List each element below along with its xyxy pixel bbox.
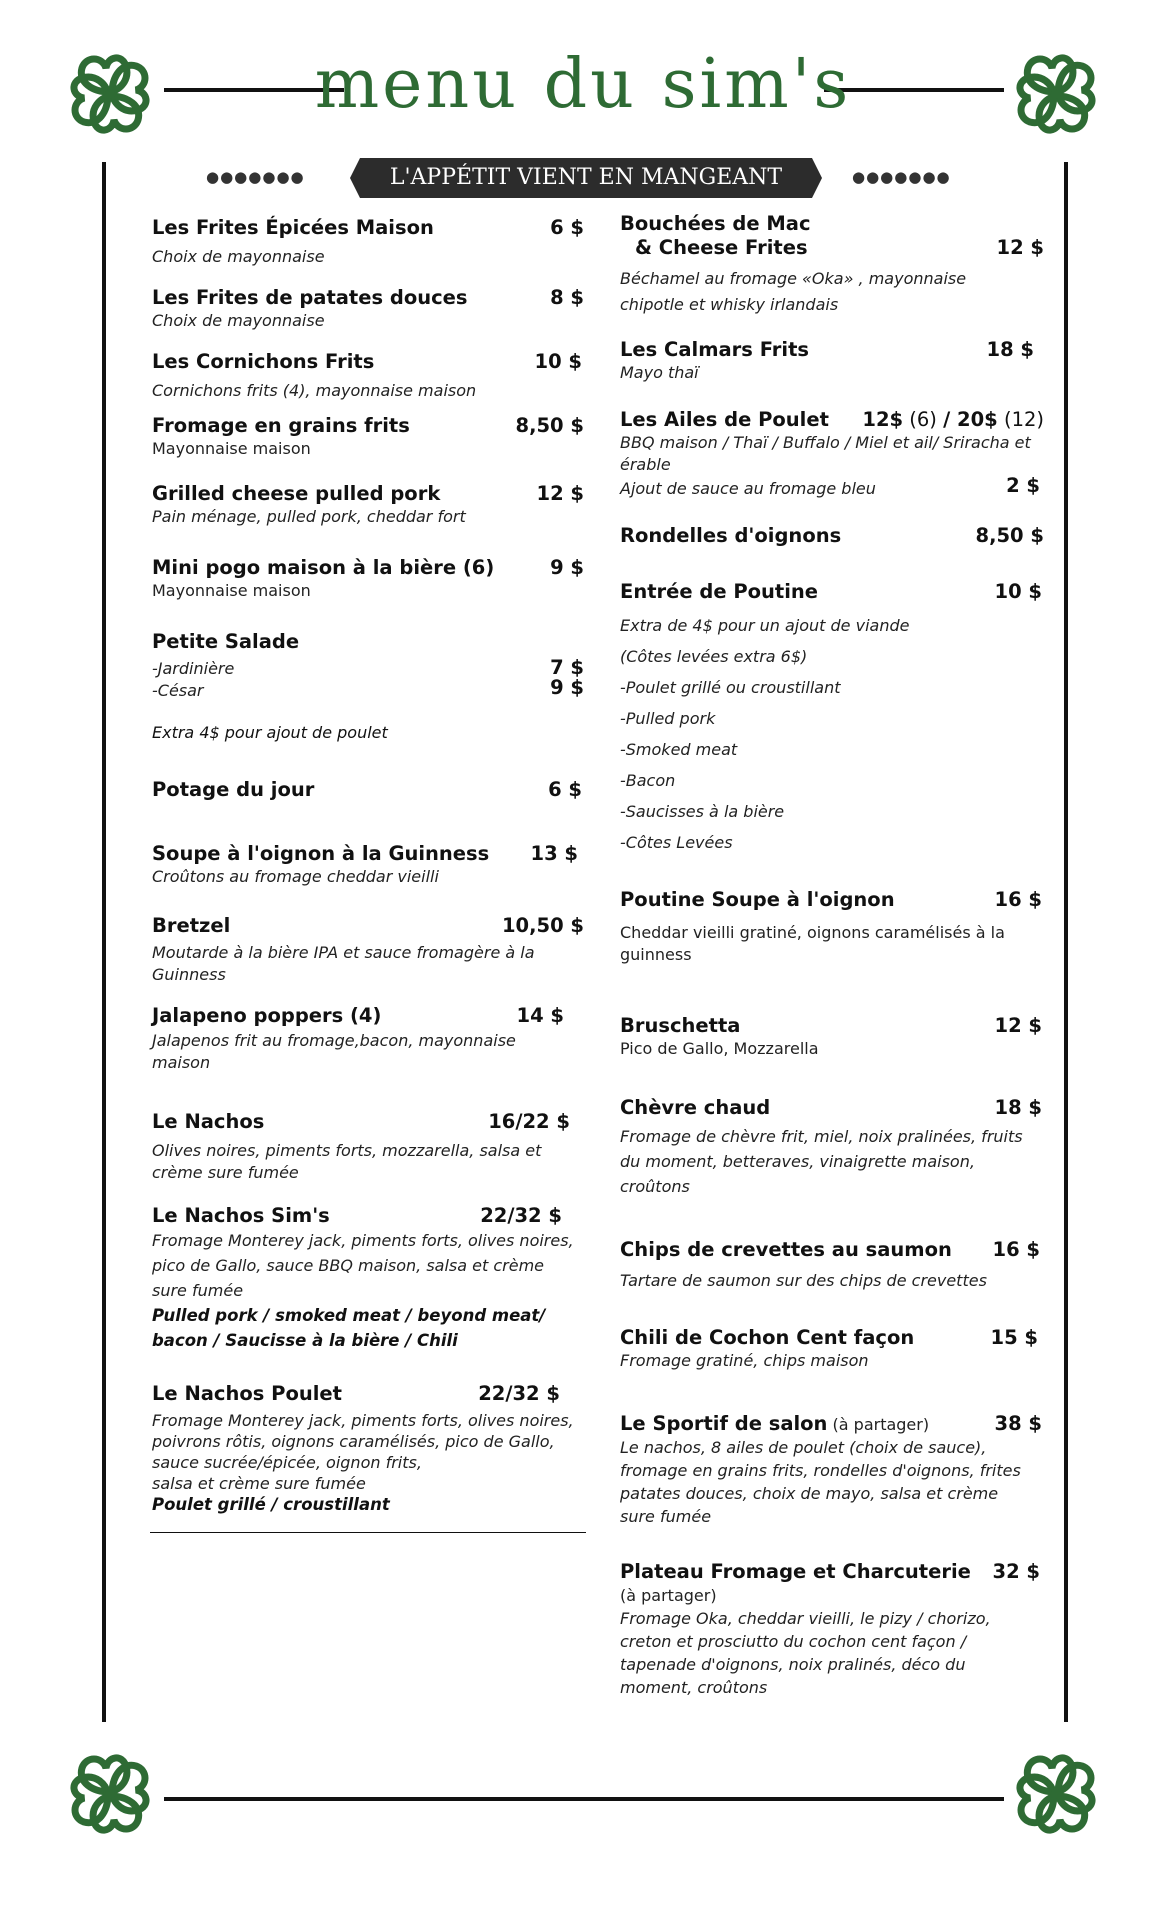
menu-item [620, 408, 1044, 500]
price-slash: / [943, 408, 958, 431]
item-desc: Fromage Monterey jack, piments forts, olives noires, [152, 1231, 574, 1250]
poutine-option: Extra de 4$ pour un ajout de viande [620, 616, 910, 635]
menu-item [152, 286, 584, 332]
menu-item [152, 630, 584, 744]
item-price: 13 $ [530, 842, 578, 865]
item-desc: sure fumée [620, 1507, 712, 1526]
item-desc: sure fumée [152, 1281, 244, 1300]
menu-item [620, 524, 1044, 548]
item-name: Les Cornichons Frits [152, 350, 375, 373]
item-name: Mini pogo maison à la bière (6) [152, 556, 495, 579]
item-desc: Olives noires, piments forts, mozzarella, salsa et [152, 1141, 542, 1160]
item-desc: croûtons [620, 1177, 690, 1196]
item-desc: Mayo thaï [620, 363, 699, 382]
option-price: 7 $ [550, 656, 584, 679]
item-name: Le Sportif de salon [620, 1412, 828, 1435]
item-desc: chipotle et whisky irlandais [620, 295, 839, 314]
price-12: 20$ [957, 408, 998, 431]
item-price: 10 $ [534, 350, 582, 373]
poutine-option: (Côtes levées extra 6$) [620, 647, 808, 666]
item-desc: moment, croûtons [620, 1678, 768, 1697]
section-divider [150, 1532, 586, 1533]
item-desc: creton et prosciutto du cochon cent façon / [620, 1632, 967, 1651]
menu-item [620, 1014, 1044, 1060]
item-desc: érable [620, 455, 671, 474]
item-name: & Cheese Frites [635, 236, 808, 259]
item-options: Poulet grillé / croustillant [152, 1495, 390, 1514]
item-price: 8 $ [550, 286, 584, 309]
item-desc: patates douces, choix de mayo, salsa et crème [620, 1484, 999, 1503]
menu-item [620, 1560, 1044, 1699]
item-name: Poutine Soupe à l'oignon [620, 888, 895, 911]
item-name: Chèvre chaud [620, 1096, 771, 1119]
item-desc: Fromage Monterey jack, piments forts, olives noires, [152, 1411, 574, 1430]
item-name: Grilled cheese pulled pork [152, 482, 441, 505]
item-desc: Croûtons au fromage cheddar vieilli [152, 867, 439, 886]
item-price: 6 $ [550, 216, 584, 239]
item-price: 16/22 $ [488, 1110, 570, 1133]
item-name: Les Ailes de Poulet [620, 408, 829, 431]
menu-item [152, 778, 584, 802]
menu-item [152, 914, 584, 986]
poutine-option: -Saucisses à la bière [620, 802, 785, 821]
item-price: 38 $ [994, 1412, 1042, 1435]
item-tag: (à partager) [620, 1586, 717, 1605]
item-desc: Béchamel au fromage «Oka» , mayonnaise [620, 269, 967, 288]
item-price: 10 $ [994, 580, 1042, 603]
item-desc: Cornichons frits (4), mayonnaise maison [152, 381, 477, 400]
menu-item [620, 1238, 1044, 1292]
item-price: 10,50 $ [501, 914, 584, 937]
poutine-option: -Poulet grillé ou croustillant [620, 678, 841, 697]
left-column [152, 0, 584, 1920]
side-rule-right [1064, 162, 1068, 1722]
item-name: Chips de crevettes au saumon [620, 1238, 952, 1261]
item-price: 9 $ [550, 556, 584, 579]
item-tag: (à partager) [827, 1415, 930, 1434]
menu-item [152, 482, 584, 528]
item-name: Les Frites Épicées Maison [152, 216, 434, 239]
item-desc: Choix de mayonnaise [152, 311, 325, 330]
right-column [620, 0, 1044, 1920]
item-name: Chili de Cochon Cent façon [620, 1326, 915, 1349]
item-desc: Moutarde à la bière IPA et sauce fromagère à la [152, 943, 535, 962]
menu-item [620, 1412, 1044, 1528]
menu-item [152, 1110, 584, 1184]
item-desc: Fromage de chèvre frit, miel, noix pralinées, fruits [620, 1127, 1023, 1146]
item-price: 22/32 $ [480, 1204, 562, 1227]
count-12: (12) [997, 408, 1044, 431]
item-desc: crème sure fumée [152, 1163, 299, 1182]
item-name: Le Nachos Poulet [152, 1382, 342, 1405]
item-desc: Mayonnaise maison [152, 439, 311, 458]
poutine-option: -Pulled pork [620, 709, 716, 728]
clover-icon [64, 1748, 156, 1840]
price-6: 12$ [862, 408, 904, 431]
poutine-option: -Bacon [620, 771, 676, 790]
item-desc: Cheddar vieilli gratiné, oignons caramélisés à la [620, 923, 1005, 942]
item-price: 16 $ [992, 1238, 1040, 1261]
item-name: Fromage en grains frits [152, 414, 410, 437]
item-desc: Pain ménage, pulled pork, cheddar fort [152, 507, 466, 526]
item-options: Pulled pork / smoked meat / beyond meat/ [152, 1306, 546, 1325]
extra-label: Ajout de sauce au fromage bleu [620, 479, 876, 498]
menu-item [152, 842, 584, 888]
menu-item [152, 1204, 584, 1353]
extra-price: 2 $ [1006, 474, 1040, 497]
item-desc: Jalapenos frit au fromage,bacon, mayonnaise [152, 1031, 516, 1050]
item-name-row [620, 1412, 1044, 1436]
option-name: -César [152, 681, 204, 700]
menu-item [152, 1382, 584, 1515]
item-name: Jalapeno poppers (4) [152, 1004, 382, 1027]
menu-item [152, 556, 584, 602]
item-note: Extra 4$ pour ajout de poulet [152, 723, 388, 742]
item-price: 15 $ [990, 1326, 1038, 1349]
banner-dots-right: ●●●●●●● [852, 168, 951, 186]
item-name: Petite Salade [152, 630, 300, 653]
salade-option [152, 676, 584, 702]
item-desc: poivrons rôtis, oignons caramélisés, pico de Gallo, [152, 1432, 555, 1451]
item-price: 16 $ [994, 888, 1042, 911]
item-price: 18 $ [986, 338, 1034, 361]
menu-item [620, 580, 1044, 858]
item-desc: salsa et crème sure fumée [152, 1474, 366, 1493]
item-name: Les Frites de patates douces [152, 286, 468, 309]
item-options: bacon / Saucisse à la bière / Chili [152, 1331, 458, 1350]
item-price [862, 408, 1044, 432]
item-price: 8,50 $ [975, 524, 1044, 547]
item-desc: pico de Gallo, sauce BBQ maison, salsa et crème [152, 1256, 544, 1275]
option-name: -Jardinière [152, 659, 235, 678]
item-name: Bruschetta [620, 1014, 741, 1037]
item-price: 32 $ [992, 1560, 1040, 1583]
item-name: Bretzel [152, 914, 231, 937]
poutine-option: -Côtes Levées [620, 833, 733, 852]
item-desc: sauce sucrée/épicée, oignon frits, [152, 1453, 422, 1472]
item-desc: Tartare de saumon sur des chips de crevettes [620, 1271, 987, 1290]
item-desc: Guinness [152, 965, 226, 984]
item-price: 22/32 $ [478, 1382, 560, 1405]
poutine-options [620, 610, 1044, 858]
item-price: 12 $ [996, 236, 1044, 259]
item-desc: Fromage gratiné, chips maison [620, 1351, 869, 1370]
menu-item [620, 338, 1044, 384]
menu-item [152, 1004, 584, 1074]
poutine-option: -Smoked meat [620, 740, 738, 759]
menu-title: menu du sim's [314, 45, 852, 124]
item-name: Bouchées de Mac [620, 212, 811, 235]
item-desc: Choix de mayonnaise [152, 247, 325, 266]
item-desc: guinness [620, 945, 692, 964]
item-name: Les Calmars Frits [620, 338, 809, 361]
item-desc: maison [152, 1053, 211, 1072]
item-desc: fromage en grains frits, rondelles d'oignons, frites [620, 1461, 1021, 1480]
item-extra [620, 474, 1044, 500]
menu-item [620, 1326, 1044, 1372]
item-desc: tapenade d'oignons, noix pralinés, déco du [620, 1655, 966, 1674]
count-6: (6) [903, 408, 944, 431]
item-desc: Le nachos, 8 ailes de poulet (choix de sauce), [620, 1438, 987, 1457]
item-price: 8,50 $ [515, 414, 584, 437]
item-name: Le Nachos Sim's [152, 1204, 330, 1227]
item-price: 12 $ [536, 482, 584, 505]
menu-item [152, 350, 584, 402]
side-rule-left [102, 162, 106, 1722]
option-price: 9 $ [550, 676, 584, 699]
item-name: Plateau Fromage et Charcuterie [620, 1560, 971, 1583]
item-name: Soupe à l'oignon à la Guinness [152, 842, 490, 865]
menu-item [620, 888, 1044, 966]
item-desc: Pico de Gallo, Mozzarella [620, 1039, 819, 1058]
item-desc: BBQ maison / Thaï / Buffalo / Miel et ail/ Sriracha et [620, 433, 1031, 452]
item-price: 12 $ [994, 1014, 1042, 1037]
banner-dots-left: ●●●●●●● [206, 168, 305, 186]
item-name: Rondelles d'oignons [620, 524, 842, 547]
item-name: Entrée de Poutine [620, 580, 819, 603]
item-price: 18 $ [994, 1096, 1042, 1119]
item-desc: du moment, betteraves, vinaigrette maison, [620, 1152, 975, 1171]
salade-option [152, 658, 584, 680]
menu-item [152, 414, 584, 460]
item-name: Le Nachos [152, 1110, 265, 1133]
item-desc: Fromage Oka, cheddar vieilli, le pizy / chorizo, [620, 1609, 991, 1628]
item-price: 14 $ [516, 1004, 564, 1027]
menu-item [620, 1096, 1044, 1199]
item-name: Potage du jour [152, 778, 315, 801]
item-price: 6 $ [548, 778, 582, 801]
slogan-text: L'APPÉTIT VIENT EN MANGEANT [389, 165, 783, 190]
menu-item [152, 216, 584, 268]
menu-item [620, 212, 1044, 318]
item-desc: Mayonnaise maison [152, 581, 311, 600]
